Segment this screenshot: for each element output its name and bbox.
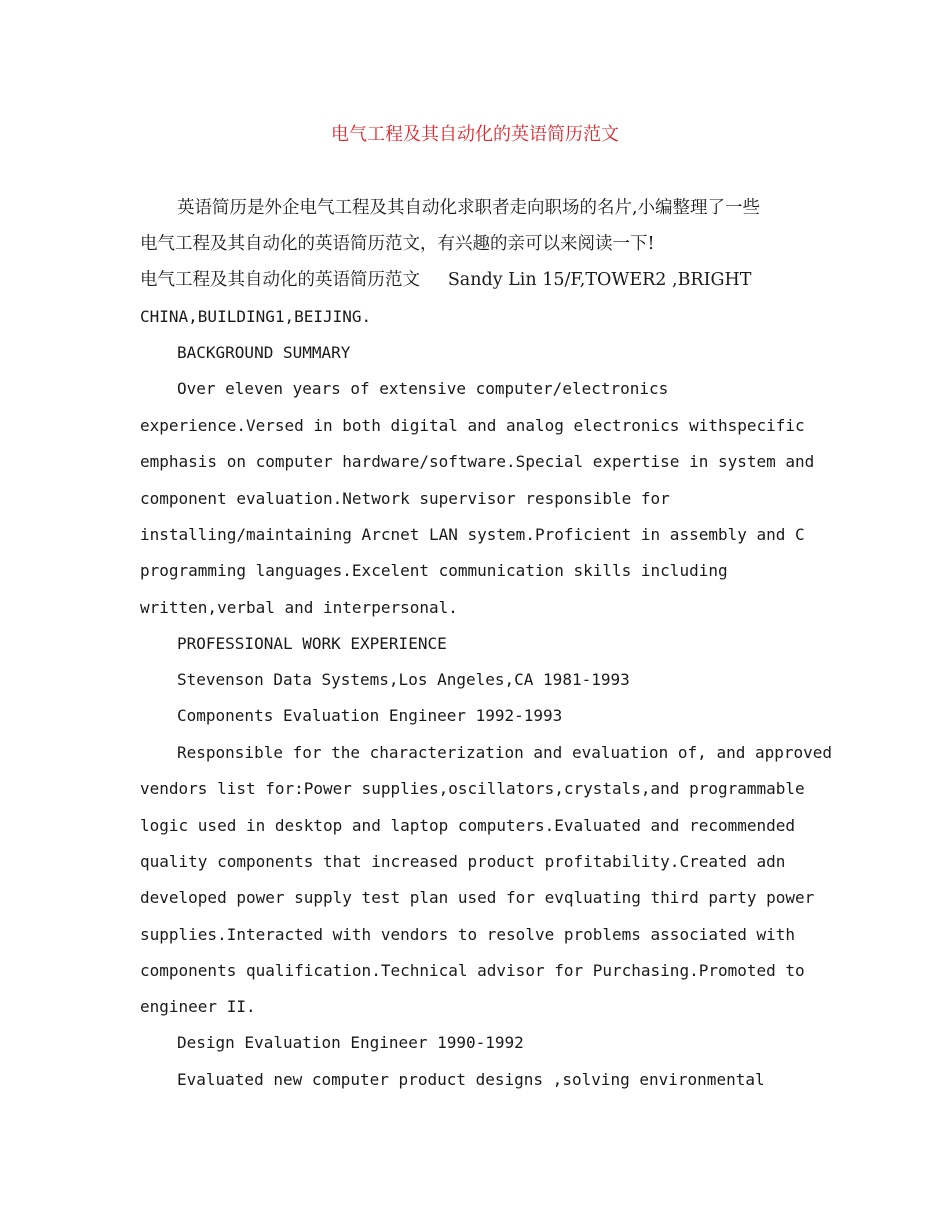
paragraph-line: quality components that increased product profitability.Created adn [140, 852, 786, 871]
job-title-line: Components Evaluation Engineer 1992-1993 [177, 706, 563, 725]
paragraph-line: Evaluated new computer product designs ,solving environmental [177, 1070, 765, 1089]
paragraph-line: developed power supply test plan used for evqluating third party power [140, 888, 815, 907]
intro-line-1: 英语简历是外企电气工程及其自动化求职者走向职场的名片,小编整理了一些 [177, 198, 761, 218]
paragraph-line: programming languages.Excelent communication skills including [140, 561, 728, 580]
paragraph-line: written,verbal and interpersonal. [140, 598, 458, 617]
job-title-line: Design Evaluation Engineer 1990-1992 [177, 1033, 524, 1052]
intro-line-2: 电气工程及其自动化的英语简历范文，有兴趣的亲可以来阅读一下! [140, 234, 655, 254]
header-line-address: CHINA,BUILDING1,BEIJING. [140, 307, 372, 326]
paragraph-line: component evaluation.Network supervisor responsible for [140, 489, 670, 508]
paragraph-line: installing/maintaining Arcnet LAN system.Proficient in assembly and C [140, 525, 805, 544]
paragraph-line: experience.Versed in both digital and analog electronics withspecific [140, 416, 805, 435]
document-title: 电气工程及其自动化的英语简历范文 [331, 124, 619, 145]
paragraph-line: Over eleven years of extensive computer/electronics [177, 379, 669, 398]
employer-line: Stevenson Data Systems,Los Angeles,CA 1981-1993 [177, 670, 630, 689]
paragraph-line: emphasis on computer hardware/software.Special expertise in system and [140, 452, 815, 471]
paragraph-line: logic used in desktop and laptop computers.Evaluated and recommended [140, 816, 796, 835]
paragraph-line: vendors list for:Power supplies,oscillators,crystals,and programmable [140, 779, 805, 798]
header-line-name: 电气工程及其自动化的英语简历范文 Sandy Lin 15/F,TOWER2 ,BRIGHT [140, 270, 752, 290]
paragraph-line: supplies.Interacted with vendors to resolve problems associated with [140, 925, 796, 944]
paragraph-line: Responsible for the characterization and evaluation of, and approved [177, 743, 833, 762]
paragraph-line: engineer II. [140, 997, 256, 1016]
section-heading-background: BACKGROUND SUMMARY [177, 343, 351, 362]
paragraph-line: components qualification.Technical advisor for Purchasing.Promoted to [140, 961, 805, 980]
section-heading-experience: PROFESSIONAL WORK EXPERIENCE [177, 634, 447, 653]
